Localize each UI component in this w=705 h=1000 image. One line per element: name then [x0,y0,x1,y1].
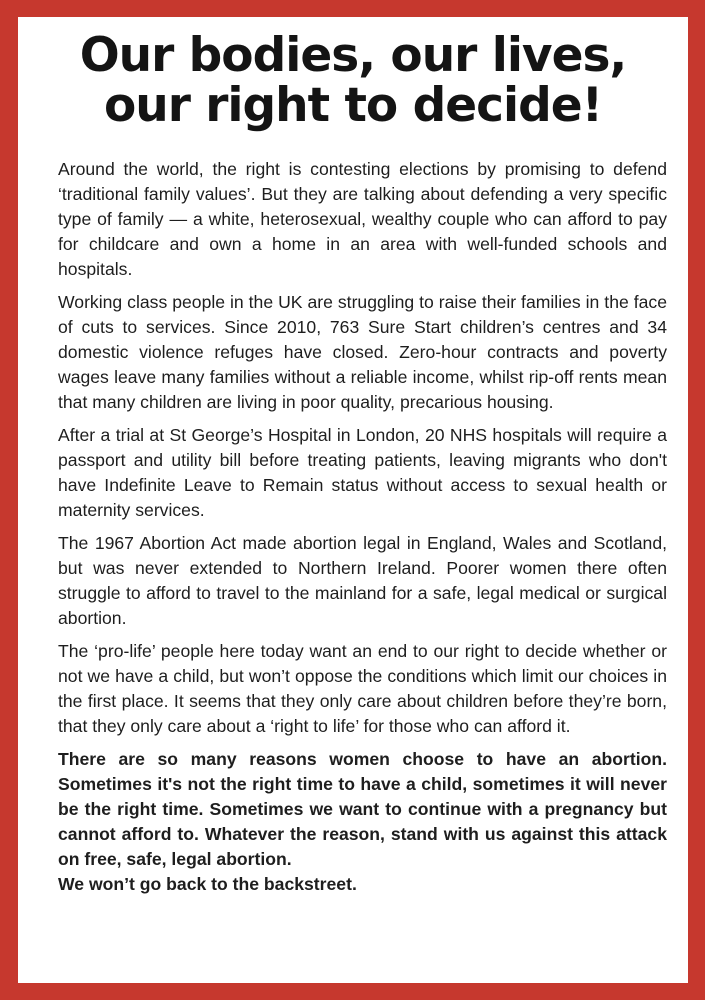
call-to-action: There are so many reasons women choose to have an abortion. Sometimes it's not the right time to have a child, sometimes it will never be the right time. Sometimes we want to continue with a pregnancy but cannot afford to. Whatever the reason, stand with us against this attack on free, safe, legal abortion. [58,749,667,869]
paragraph-family-values: Around the world, the right is contesting elections by promising to defend ‘traditional family values’. But they are talking about defending a very specific type of family — a white, heterosexual, wealthy couple who can afford to pay for childcare and own a home in an area with well-funded schools and hospitals. [58,159,667,279]
paragraph-pro-life: The ‘pro-life’ people here today want an end to our right to decide whether or not we have a child, but won’t oppose the conditions which limit our choices in the first place. It seems that they only care about children before they’re born, that they only care about a ‘right to life’ for those who can afford it. [58,641,667,736]
leaflet-headline [18,17,688,131]
paragraph-abortion-act: The 1967 Abortion Act made abortion legal in England, Wales and Scotland, but was never extended to Northern Ireland. Poorer women there often struggle to afford to travel to the mainland for a safe, legal medical or surgical abortion. [58,533,667,628]
leaflet-page [18,17,688,983]
headline-line-2: our right to decide! [103,78,603,133]
paragraph-nhs-migrants: After a trial at St George’s Hospital in London, 20 NHS hospitals will require a passport and utility bill before treating patients, leaving migrants who don't have Indefinite Leave to Remain status without access to sexual health or maternity services. [58,425,667,520]
leaflet-body [58,157,667,897]
paragraph-working-class-cuts: Working class people in the UK are struggling to raise their families in the face of cuts to services. Since 2010, 763 Sure Start children’s centres and 34 domestic violence refuges have closed. Zero-hour contracts and poverty wages leave many families without a reliable income, whilst rip-off rents mean that many children are living in poor quality, precarious housing. [58,292,667,412]
headline-line-1: Our bodies, our lives, [79,28,627,83]
closing-slogan: We won’t go back to the backstreet. [58,874,357,894]
